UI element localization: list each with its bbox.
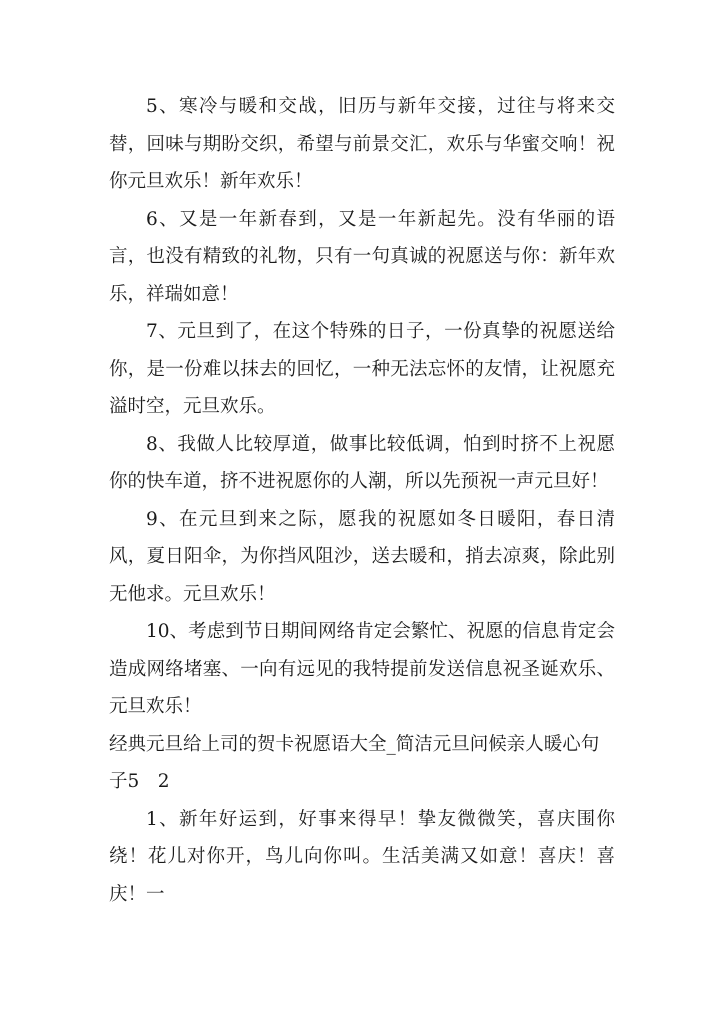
document-body	[109, 88, 615, 913]
paragraph-9: 9、在元旦到来之际，愿我的祝愿如冬日暖阳，春日清风，夏日阳伞，为你挡风阻沙，送去暖和，捎去凉爽，除此别无他求。元旦欢乐！	[109, 508, 615, 605]
paragraph-1: 1、新年好运到，好事来得早！挚友微微笑，喜庆围你绕！花儿对你开，鸟儿向你叫。生活美满又如意！喜庆！喜庆！一	[109, 808, 615, 905]
paragraph-8: 8、我做人比较厚道，做事比较低调，怕到时挤不上祝愿你的快车道，挤不进祝愿你的人潮，所以先预祝一声元旦好！	[109, 433, 615, 492]
paragraph-5: 5、寒冷与暖和交战，旧历与新年交接，过往与将来交替，回味与期盼交织，希望与前景交汇，欢乐与华蜜交响！祝你元旦欢乐！新年欢乐！	[109, 96, 615, 192]
paragraph-6: 6、又是一年新春到，又是一年新起先。没有华丽的语言，也没有精致的礼物，只有一句真诚的祝愿送与你：新年欢乐，祥瑞如意！	[109, 208, 615, 305]
paragraph-7: 7、元旦到了，在这个特殊的日子，一份真挚的祝愿送给你，是一份难以抹去的回忆，一种无法忘怀的友情，让祝愿充溢时空，元旦欢乐。	[109, 321, 615, 417]
paragraph-10: 10、考虑到节日期间网络肯定会繁忙、祝愿的信息肯定会造成网络堵塞、一向有远见的我特提前发送信息祝圣诞欢乐、元旦欢乐！	[109, 621, 615, 717]
section-heading: 经典元旦给上司的贺卡祝愿语大全_简洁元旦问候亲人暖心句子5 2	[109, 733, 600, 792]
